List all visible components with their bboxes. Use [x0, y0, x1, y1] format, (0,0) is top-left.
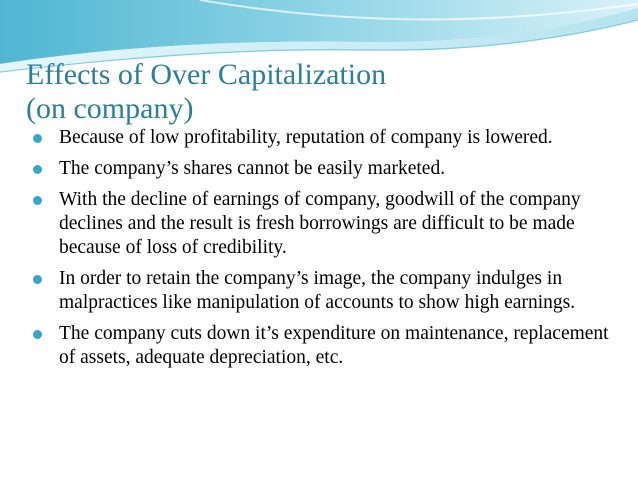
- bullet-text: Because of low profitability, reputation of company is lowered.: [59, 127, 553, 148]
- round-bullet-icon: [33, 196, 42, 205]
- round-bullet-icon: [33, 134, 42, 143]
- bullet-text: In order to retain the company’s image, the company indulges in malpractices like manipulation of accounts to show high earnings.: [59, 268, 576, 313]
- bullet-text: The company cuts down it’s expenditure on maintenance, replacement of assets, adequate depreciation, etc.: [59, 323, 609, 368]
- slide-title: [26, 58, 616, 126]
- bullet-list: [30, 126, 615, 377]
- bullet-item: [30, 267, 615, 315]
- round-bullet-icon: [33, 275, 42, 284]
- bullet-item: [30, 322, 615, 370]
- round-bullet-icon: [33, 330, 42, 339]
- slide-title-line-2: (on company): [26, 92, 194, 125]
- bullet-item: [30, 126, 615, 150]
- bullet-text: With the decline of earnings of company, goodwill of the company declines and the result is fresh borrowings are difficult to be made because of loss of credibility.: [59, 189, 581, 258]
- bullet-item: [30, 188, 615, 260]
- round-bullet-icon: [33, 165, 42, 174]
- bullet-item: [30, 157, 615, 181]
- bullet-text: The company’s shares cannot be easily marketed.: [59, 158, 446, 179]
- slide-title-line-1: Effects of Over Capitalization: [26, 58, 387, 91]
